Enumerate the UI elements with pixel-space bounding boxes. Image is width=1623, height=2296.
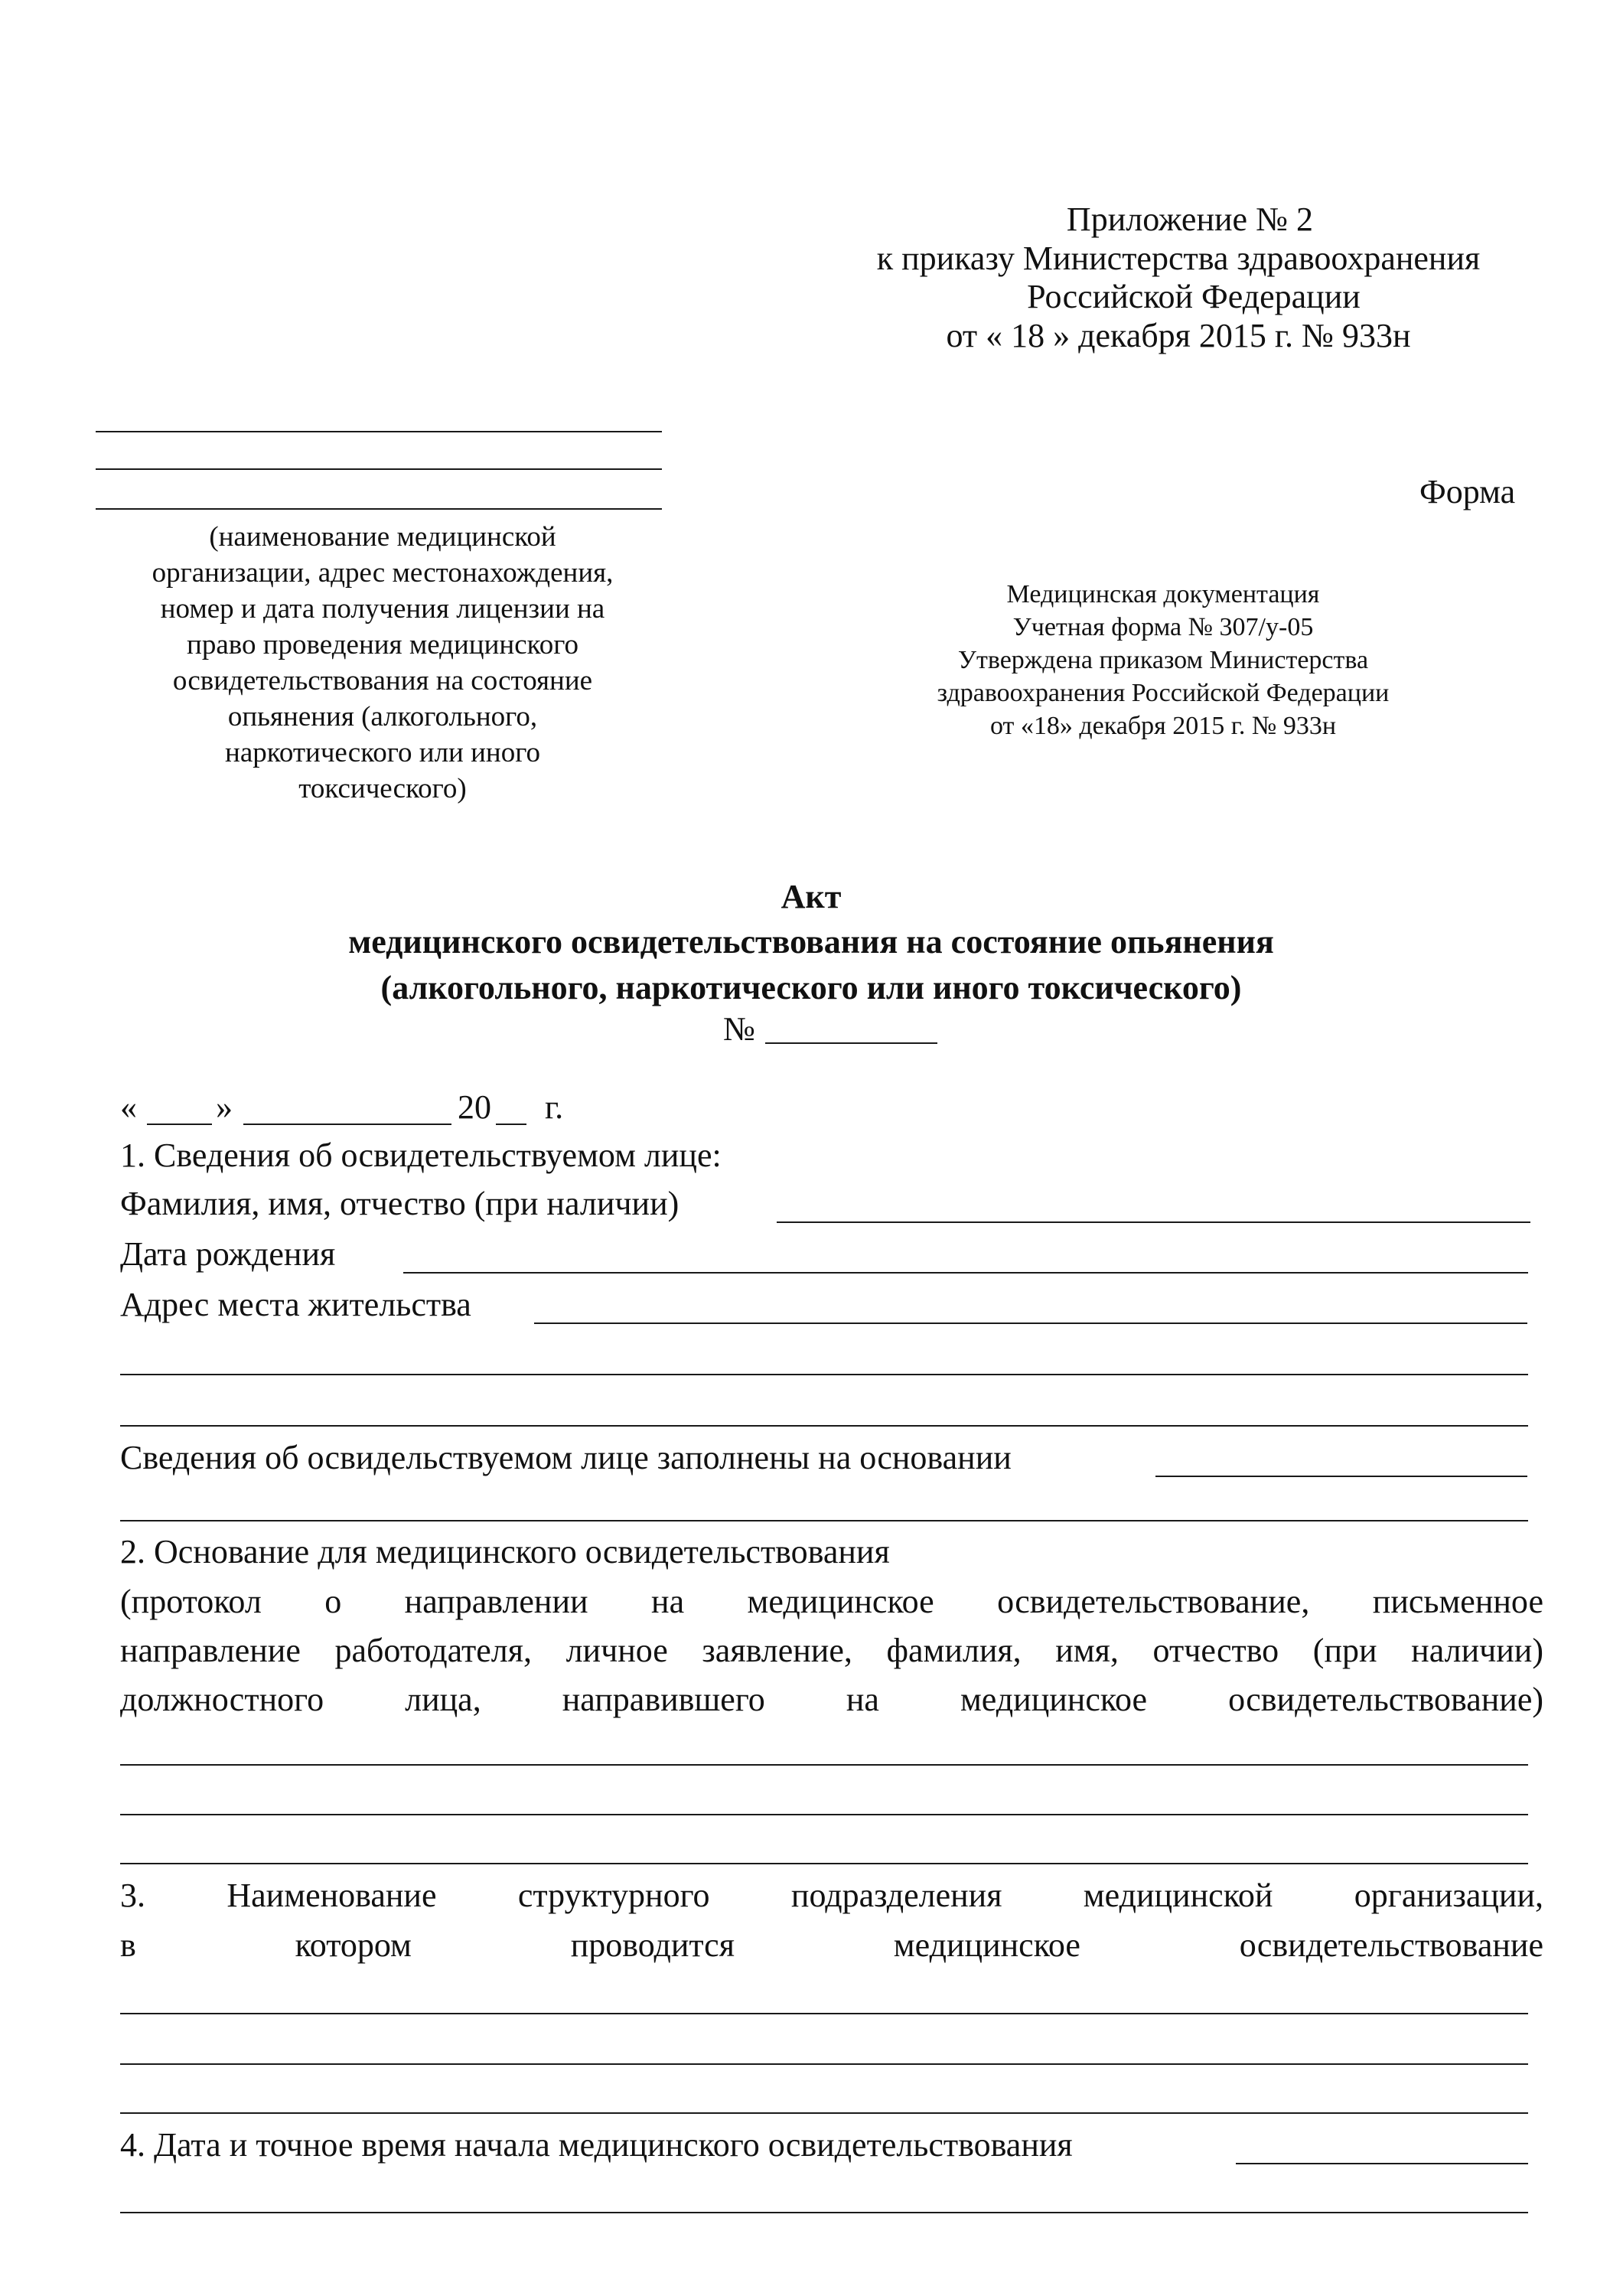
date-year-prefix: 20 — [458, 1088, 491, 1126]
address-label: Адрес места жительства — [120, 1286, 471, 1323]
org-caption-line: (наименование медицинской — [209, 521, 556, 553]
appendix-line-3: Российской Федерации — [1027, 278, 1361, 316]
title-line-1: Акт — [781, 878, 842, 915]
section-2-field-line-2[interactable] — [120, 1814, 1528, 1815]
section-3-field-line-1[interactable] — [120, 2013, 1528, 2014]
org-caption-line: опьянения (алкогольного, — [227, 701, 538, 732]
appendix-line-2: к приказу Министерства здравоохранения — [876, 239, 1481, 277]
date-year-suffix: г. — [545, 1088, 564, 1126]
section-3-field-line-2[interactable] — [120, 2063, 1528, 2065]
meddoc-line: Учетная форма № 307/у-05 — [1012, 613, 1314, 641]
org-caption — [122, 519, 643, 807]
meddoc-block — [872, 578, 1454, 742]
act-number-prefix: № — [723, 1010, 755, 1048]
section-4-field-line-2[interactable] — [120, 2212, 1528, 2213]
title-line-2: медицинского освидетельствования на состояние опьянения — [348, 923, 1274, 961]
date-month-field[interactable] — [243, 1124, 451, 1125]
section-2-text-line-2: направление работодателя, личное заявление, фамилия, имя, отчество (при наличии) — [120, 1632, 1543, 1669]
section-3-text-line-1: 3. Наименование структурного подразделения медицинской организации, — [120, 1877, 1543, 1914]
section-2-text-line-3: должностного лица, направившего на медицинское освидетельствование) — [120, 1681, 1543, 1718]
section-2-field-line-1[interactable] — [120, 1764, 1528, 1766]
date-day-field[interactable] — [147, 1124, 212, 1125]
meddoc-line: Медицинская документация — [1006, 580, 1320, 608]
section-2-field-line-3[interactable] — [120, 1863, 1528, 1864]
document-title — [230, 874, 1393, 1010]
section-2-heading: 2. Основание для медицинского освидетельствования — [120, 1533, 890, 1570]
org-blank-line-1[interactable] — [96, 431, 662, 432]
basis-field[interactable] — [1155, 1476, 1527, 1477]
appendix-line-1: Приложение № 2 — [1066, 201, 1314, 238]
org-caption-line: наркотического или иного — [225, 737, 540, 768]
section-1-heading: 1. Сведения об освидетельствуемом лице: — [120, 1137, 722, 1174]
org-caption-line: организации, адрес местонахождения, — [152, 557, 614, 589]
org-caption-line: номер и дата получения лицензии на — [160, 593, 605, 625]
fio-field[interactable] — [777, 1221, 1530, 1223]
section-3-field-line-3[interactable] — [120, 2112, 1528, 2114]
basis-label: Сведения об освидельствуемом лице заполнены на основании — [120, 1439, 1012, 1476]
appendix-block — [765, 201, 1592, 355]
address-field-line-2[interactable] — [120, 1374, 1528, 1375]
section-2-text-line-1: (протокол о направлении на медицинское освидетельствование, письменное — [120, 1583, 1543, 1620]
date-close-quote: » — [216, 1088, 233, 1126]
title-line-3: (алкогольного, наркотического или иного токсического) — [380, 968, 1242, 1006]
org-blank-line-3[interactable] — [96, 508, 662, 510]
basis-field-line-2[interactable] — [120, 1520, 1528, 1521]
act-number-field[interactable] — [765, 1042, 937, 1044]
meddoc-line: здравоохранения Российской Федерации — [937, 679, 1390, 707]
org-caption-line: освидетельствования на состояние — [172, 665, 593, 696]
meddoc-line: от «18» декабря 2015 г. № 933н — [989, 712, 1337, 740]
section-3-text-line-2: в котором проводится медицинское освидетельствование — [120, 1926, 1543, 1964]
fio-label: Фамилия, имя, отчество (при наличии) — [120, 1185, 680, 1222]
org-caption-line: право проведения медицинского — [187, 629, 578, 660]
birth-date-field[interactable] — [403, 1272, 1528, 1274]
section-4-field[interactable] — [1236, 2163, 1528, 2164]
org-blank-line-2[interactable] — [96, 468, 662, 470]
birth-date-label: Дата рождения — [120, 1235, 336, 1273]
meddoc-line: Утверждена приказом Министерства — [957, 646, 1369, 674]
form-label: Форма — [1419, 473, 1516, 510]
address-field[interactable] — [534, 1322, 1527, 1324]
address-field-line-3[interactable] — [120, 1425, 1528, 1427]
date-open-quote: « — [120, 1088, 137, 1126]
date-year-field[interactable] — [496, 1124, 526, 1125]
org-caption-line: токсического) — [298, 773, 467, 804]
appendix-line-4: от « 18 » декабря 2015 г. № 933н — [946, 316, 1411, 354]
section-4-label: 4. Дата и точное время начала медицинского освидетельствования — [120, 2126, 1073, 2164]
